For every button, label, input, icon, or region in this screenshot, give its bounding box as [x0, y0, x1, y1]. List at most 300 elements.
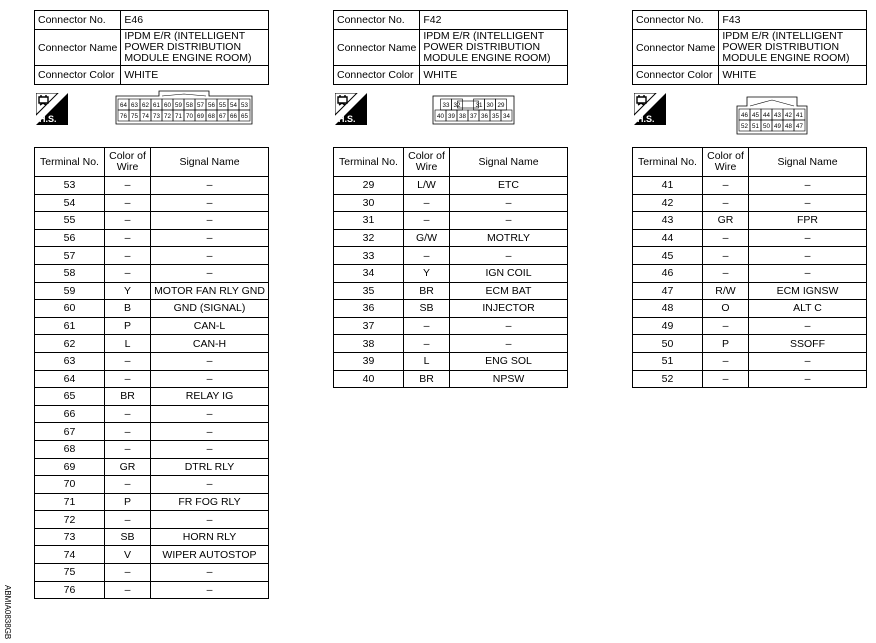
- pin-number: 40: [436, 113, 444, 121]
- pin-cell: [118, 99, 129, 110]
- table-row: [35, 317, 269, 335]
- table-row: [633, 370, 867, 388]
- signal-name-header: Signal Name: [450, 148, 568, 177]
- harness-side-icon: [36, 93, 68, 125]
- connector-name-row: [633, 30, 867, 66]
- pin-number: 30: [486, 102, 493, 110]
- table-row: [633, 264, 867, 282]
- table-row: [35, 458, 269, 476]
- pin-number: 52: [741, 123, 748, 131]
- terminal-no: 73: [35, 528, 105, 546]
- table-row: [334, 229, 568, 247]
- terminal-no: 36: [334, 300, 404, 318]
- wire-color: –: [105, 212, 151, 230]
- pin-number: 29: [497, 102, 504, 110]
- table-row: [633, 177, 867, 195]
- terminal-no: 68: [35, 440, 105, 458]
- signal-name: ENG SOL: [450, 352, 568, 370]
- pin-number: 47: [796, 123, 803, 131]
- table-row: [35, 476, 269, 494]
- table-row: [334, 335, 568, 353]
- pin-cell: [772, 109, 783, 120]
- signal-name: –: [151, 247, 269, 265]
- wire-color: L: [404, 352, 450, 370]
- table-row: [633, 247, 867, 265]
- connector-info-table: [632, 10, 867, 85]
- signal-name: INJECTOR: [450, 300, 568, 318]
- table-row: [35, 352, 269, 370]
- signal-name: CAN-H: [151, 335, 269, 353]
- terminal-table-header: [633, 148, 867, 177]
- table-row: [633, 335, 867, 353]
- connector-color-value: WHITE: [719, 66, 867, 85]
- wire-color: –: [105, 229, 151, 247]
- table-row: [334, 352, 568, 370]
- hs-label: H.S.: [637, 114, 655, 124]
- pin-cell: [772, 120, 783, 131]
- connector-panel-f43: [632, 10, 867, 388]
- pin-number: 70: [186, 113, 193, 121]
- table-row: [633, 282, 867, 300]
- pin-number: 36: [480, 113, 488, 121]
- terminal-no: 44: [633, 229, 703, 247]
- wire-color: SB: [404, 300, 450, 318]
- terminal-no: 49: [633, 317, 703, 335]
- pin-number: 43: [774, 112, 781, 120]
- connector-color-label: Connector Color: [334, 66, 420, 85]
- pin-number: 73: [153, 113, 160, 121]
- pin-number: 75: [131, 113, 138, 121]
- wire-color: P: [703, 335, 749, 353]
- pin-number: 32: [453, 102, 460, 110]
- table-row: [334, 300, 568, 318]
- wire-color: –: [703, 317, 749, 335]
- terminal-no-header: Terminal No.: [334, 148, 404, 177]
- signal-name: IGN COIL: [450, 264, 568, 282]
- pin-cell: [794, 120, 805, 131]
- pin-number: 65: [241, 113, 248, 121]
- pin-cell: [457, 110, 468, 121]
- table-row: [334, 264, 568, 282]
- wire-color: –: [703, 177, 749, 195]
- table-row: [35, 581, 269, 599]
- hs-label: H.S.: [338, 114, 356, 124]
- terminal-no: 75: [35, 564, 105, 582]
- table-row: [334, 177, 568, 195]
- wire-color: –: [703, 352, 749, 370]
- signal-name: MOTRLY: [450, 229, 568, 247]
- terminal-no: 54: [35, 194, 105, 212]
- pin-number: 34: [502, 113, 510, 121]
- terminal-table: [34, 147, 269, 599]
- terminal-no: 35: [334, 282, 404, 300]
- pin-number: 58: [186, 102, 193, 110]
- signal-name: –: [151, 177, 269, 195]
- pin-number: 44: [763, 112, 770, 120]
- connector-panel-f42: [333, 10, 568, 388]
- pin-number: 66: [230, 113, 237, 121]
- wire-color: Y: [105, 282, 151, 300]
- pin-number: 76: [120, 113, 127, 121]
- pin-number: 45: [752, 112, 759, 120]
- wire-color: –: [105, 405, 151, 423]
- wire-color: –: [703, 229, 749, 247]
- signal-name: –: [151, 352, 269, 370]
- wire-color: –: [105, 581, 151, 599]
- pin-number: 67: [219, 113, 226, 121]
- wire-color: –: [105, 370, 151, 388]
- terminal-no: 62: [35, 335, 105, 353]
- pin-number: 35: [491, 113, 499, 121]
- pin-cell: [468, 110, 479, 121]
- pin-number: 49: [774, 123, 781, 131]
- harness-side-icon: [634, 93, 666, 125]
- connector-no-label: Connector No.: [334, 11, 420, 30]
- wire-color: BR: [404, 370, 450, 388]
- table-row: [633, 212, 867, 230]
- connector-no-row: [633, 11, 867, 30]
- pin-number: 57: [197, 102, 204, 110]
- pin-number: 55: [219, 102, 226, 110]
- connector-color-value: WHITE: [121, 66, 269, 85]
- table-row: [35, 440, 269, 458]
- terminal-table-header: [334, 148, 568, 177]
- connector-no-label: Connector No.: [35, 11, 121, 30]
- table-row: [35, 247, 269, 265]
- table-row: [35, 493, 269, 511]
- table-row: [633, 352, 867, 370]
- terminal-no: 70: [35, 476, 105, 494]
- pin-cell: [162, 99, 173, 110]
- pin-cell: [446, 110, 457, 121]
- signal-name: ETC: [450, 177, 568, 195]
- connector-face: [431, 89, 516, 127]
- pin-cell: [151, 99, 162, 110]
- hs-label: H.S.: [39, 114, 57, 124]
- pin-cell: [490, 110, 501, 121]
- table-row: [35, 335, 269, 353]
- pin-number: 69: [197, 113, 204, 121]
- terminal-no: 31: [334, 212, 404, 230]
- wire-color: –: [404, 317, 450, 335]
- connector-diagram: [34, 85, 269, 147]
- connector-no-value: E46: [121, 11, 269, 30]
- signal-name: FR FOG RLY: [151, 493, 269, 511]
- terminal-no: 32: [334, 229, 404, 247]
- signal-name: –: [151, 264, 269, 282]
- terminal-no: 46: [633, 264, 703, 282]
- terminal-no: 66: [35, 405, 105, 423]
- pin-cell: [228, 99, 239, 110]
- pin-cell: [228, 110, 239, 121]
- signal-name: MOTOR FAN RLY GND: [151, 282, 269, 300]
- wire-color: –: [105, 247, 151, 265]
- pin-cell: [184, 99, 195, 110]
- terminal-no: 51: [633, 352, 703, 370]
- connector-color-row: [35, 66, 269, 85]
- pin-cell: [173, 99, 184, 110]
- wire-color: –: [404, 247, 450, 265]
- signal-name: RELAY IG: [151, 388, 269, 406]
- pin-number: 50: [763, 123, 770, 131]
- pin-cell: [473, 99, 484, 110]
- signal-name: –: [450, 335, 568, 353]
- pin-cell: [501, 110, 512, 121]
- terminal-no: 43: [633, 212, 703, 230]
- table-row: [35, 405, 269, 423]
- table-row: [35, 511, 269, 529]
- terminal-no: 47: [633, 282, 703, 300]
- table-row: [35, 212, 269, 230]
- wire-color: –: [105, 194, 151, 212]
- terminal-no: 65: [35, 388, 105, 406]
- connector-no-row: [334, 11, 568, 30]
- table-row: [35, 229, 269, 247]
- wire-color: GR: [703, 212, 749, 230]
- wire-color: –: [703, 264, 749, 282]
- pin-cell: [206, 110, 217, 121]
- wire-color: P: [105, 317, 151, 335]
- terminal-no: 55: [35, 212, 105, 230]
- wire-color: –: [105, 177, 151, 195]
- terminal-table-header: [35, 148, 269, 177]
- signal-name: –: [450, 317, 568, 335]
- pin-cell: [783, 120, 794, 131]
- pin-cell: [783, 109, 794, 120]
- terminal-no: 59: [35, 282, 105, 300]
- signal-name: –: [749, 352, 867, 370]
- signal-name: NPSW: [450, 370, 568, 388]
- connector-diagram: [632, 85, 867, 147]
- signal-name: –: [450, 247, 568, 265]
- connector-info-table: [34, 10, 269, 85]
- signal-name: ALT C: [749, 300, 867, 318]
- pin-cell: [129, 110, 140, 121]
- pin-cell: [761, 109, 772, 120]
- connector-name-label: Connector Name: [35, 30, 121, 66]
- signal-name: –: [450, 212, 568, 230]
- pin-cell: [435, 110, 446, 121]
- wire-color: –: [404, 212, 450, 230]
- pin-number: 61: [153, 102, 160, 110]
- signal-name: WIPER AUTOSTOP: [151, 546, 269, 564]
- table-row: [633, 229, 867, 247]
- table-row: [35, 388, 269, 406]
- connector-no-label: Connector No.: [633, 11, 719, 30]
- terminal-no: 52: [633, 370, 703, 388]
- connector-name-row: [35, 30, 269, 66]
- terminal-no: 48: [633, 300, 703, 318]
- wire-color: B: [105, 300, 151, 318]
- signal-name: –: [749, 194, 867, 212]
- pin-number: 39: [447, 113, 455, 121]
- pin-cell: [750, 109, 761, 120]
- wire-color: –: [105, 511, 151, 529]
- terminal-no: 69: [35, 458, 105, 476]
- terminal-no: 61: [35, 317, 105, 335]
- terminal-no: 63: [35, 352, 105, 370]
- connector-color-label: Connector Color: [633, 66, 719, 85]
- pin-cell: [129, 99, 140, 110]
- terminal-table: [333, 147, 568, 388]
- terminal-no: 71: [35, 493, 105, 511]
- terminal-no: 45: [633, 247, 703, 265]
- pin-cell: [140, 99, 151, 110]
- connector-name-value: IPDM E/R (INTELLIGENT POWER DISTRIBUTION MODULE ENGINE ROOM): [121, 30, 269, 66]
- wire-color: –: [105, 264, 151, 282]
- terminal-no: 41: [633, 177, 703, 195]
- wire-color: L/W: [404, 177, 450, 195]
- pin-number: 54: [230, 102, 237, 110]
- pin-number: 31: [475, 102, 482, 110]
- terminal-no: 64: [35, 370, 105, 388]
- wire-color: –: [105, 440, 151, 458]
- terminal-no: 40: [334, 370, 404, 388]
- signal-name: –: [749, 264, 867, 282]
- terminal-no: 76: [35, 581, 105, 599]
- wire-color: G/W: [404, 229, 450, 247]
- pin-cell: [217, 99, 228, 110]
- wire-color: –: [703, 370, 749, 388]
- table-row: [334, 317, 568, 335]
- pin-cell: [217, 110, 228, 121]
- table-row: [35, 546, 269, 564]
- signal-name: –: [151, 405, 269, 423]
- terminal-no: 29: [334, 177, 404, 195]
- pin-cell: [184, 110, 195, 121]
- pin-cell: [239, 110, 250, 121]
- signal-name: –: [749, 370, 867, 388]
- wire-color: –: [105, 423, 151, 441]
- connector-color-row: [633, 66, 867, 85]
- terminal-no: 56: [35, 229, 105, 247]
- pin-number: 56: [208, 102, 215, 110]
- signal-name: FPR: [749, 212, 867, 230]
- pin-cell: [118, 110, 129, 121]
- table-row: [35, 528, 269, 546]
- table-row: [633, 317, 867, 335]
- pin-cell: [239, 99, 250, 110]
- terminal-no-header: Terminal No.: [633, 148, 703, 177]
- pin-cell: [195, 99, 206, 110]
- signal-name: –: [151, 229, 269, 247]
- table-row: [35, 282, 269, 300]
- pin-number: 42: [785, 112, 792, 120]
- connector-face: [735, 91, 809, 139]
- connector-no-value: F42: [420, 11, 568, 30]
- signal-name: HORN RLY: [151, 528, 269, 546]
- wire-color: O: [703, 300, 749, 318]
- color-of-wire-header: Color of Wire: [404, 148, 450, 177]
- pin-cell: [750, 120, 761, 131]
- wire-color: SB: [105, 528, 151, 546]
- terminal-no: 67: [35, 423, 105, 441]
- signal-name: DTRL RLY: [151, 458, 269, 476]
- signal-name: ECM IGNSW: [749, 282, 867, 300]
- wire-color: BR: [404, 282, 450, 300]
- connector-no-row: [35, 11, 269, 30]
- figure-code: ABMIA0838GB: [3, 585, 12, 640]
- color-of-wire-header: Color of Wire: [703, 148, 749, 177]
- connector-info-table: [333, 10, 568, 85]
- signal-name: CAN-L: [151, 317, 269, 335]
- terminal-no: 74: [35, 546, 105, 564]
- color-of-wire-header: Color of Wire: [105, 148, 151, 177]
- table-row: [334, 282, 568, 300]
- signal-name: –: [151, 212, 269, 230]
- wire-color: L: [105, 335, 151, 353]
- wire-color: –: [105, 564, 151, 582]
- pin-number: 33: [442, 102, 449, 110]
- terminal-no-header: Terminal No.: [35, 148, 105, 177]
- table-row: [334, 212, 568, 230]
- terminal-table: [632, 147, 867, 388]
- pin-number: 60: [164, 102, 171, 110]
- pin-number: 48: [785, 123, 792, 131]
- signal-name: –: [151, 564, 269, 582]
- signal-name: –: [151, 476, 269, 494]
- wire-color: –: [703, 247, 749, 265]
- pin-cell: [140, 110, 151, 121]
- pin-number: 53: [241, 102, 248, 110]
- pin-number: 51: [752, 123, 759, 131]
- pin-cell: [195, 110, 206, 121]
- connector-name-label: Connector Name: [633, 30, 719, 66]
- connector-name-label: Connector Name: [334, 30, 420, 66]
- table-row: [633, 300, 867, 318]
- pin-number: 59: [175, 102, 182, 110]
- pin-cell: [451, 99, 462, 110]
- signal-name-header: Signal Name: [151, 148, 269, 177]
- connector-panel-e46: [34, 10, 269, 599]
- table-row: [633, 194, 867, 212]
- pin-cell: [151, 110, 162, 121]
- signal-name: –: [749, 229, 867, 247]
- terminal-no: 50: [633, 335, 703, 353]
- pin-cell: [739, 109, 750, 120]
- harness-side-icon: [335, 93, 367, 125]
- pin-cell: [739, 120, 750, 131]
- table-row: [334, 194, 568, 212]
- terminal-no: 34: [334, 264, 404, 282]
- wire-color: GR: [105, 458, 151, 476]
- table-row: [35, 423, 269, 441]
- table-row: [35, 300, 269, 318]
- pin-number: 62: [142, 102, 149, 110]
- signal-name: –: [151, 423, 269, 441]
- terminal-no: 57: [35, 247, 105, 265]
- terminal-no: 33: [334, 247, 404, 265]
- signal-name: –: [450, 194, 568, 212]
- terminal-no: 42: [633, 194, 703, 212]
- signal-name: –: [151, 194, 269, 212]
- signal-name: GND (SIGNAL): [151, 300, 269, 318]
- terminal-no: 38: [334, 335, 404, 353]
- table-row: [334, 247, 568, 265]
- connector-color-label: Connector Color: [35, 66, 121, 85]
- signal-name: –: [151, 370, 269, 388]
- terminal-no: 60: [35, 300, 105, 318]
- pin-number: 63: [131, 102, 138, 110]
- table-row: [35, 370, 269, 388]
- pin-number: 38: [458, 113, 466, 121]
- pin-number: 72: [164, 113, 171, 121]
- terminal-no: 37: [334, 317, 404, 335]
- pin-cell: [484, 99, 495, 110]
- wire-color: –: [404, 335, 450, 353]
- wire-color: –: [105, 352, 151, 370]
- connector-face: [114, 89, 254, 127]
